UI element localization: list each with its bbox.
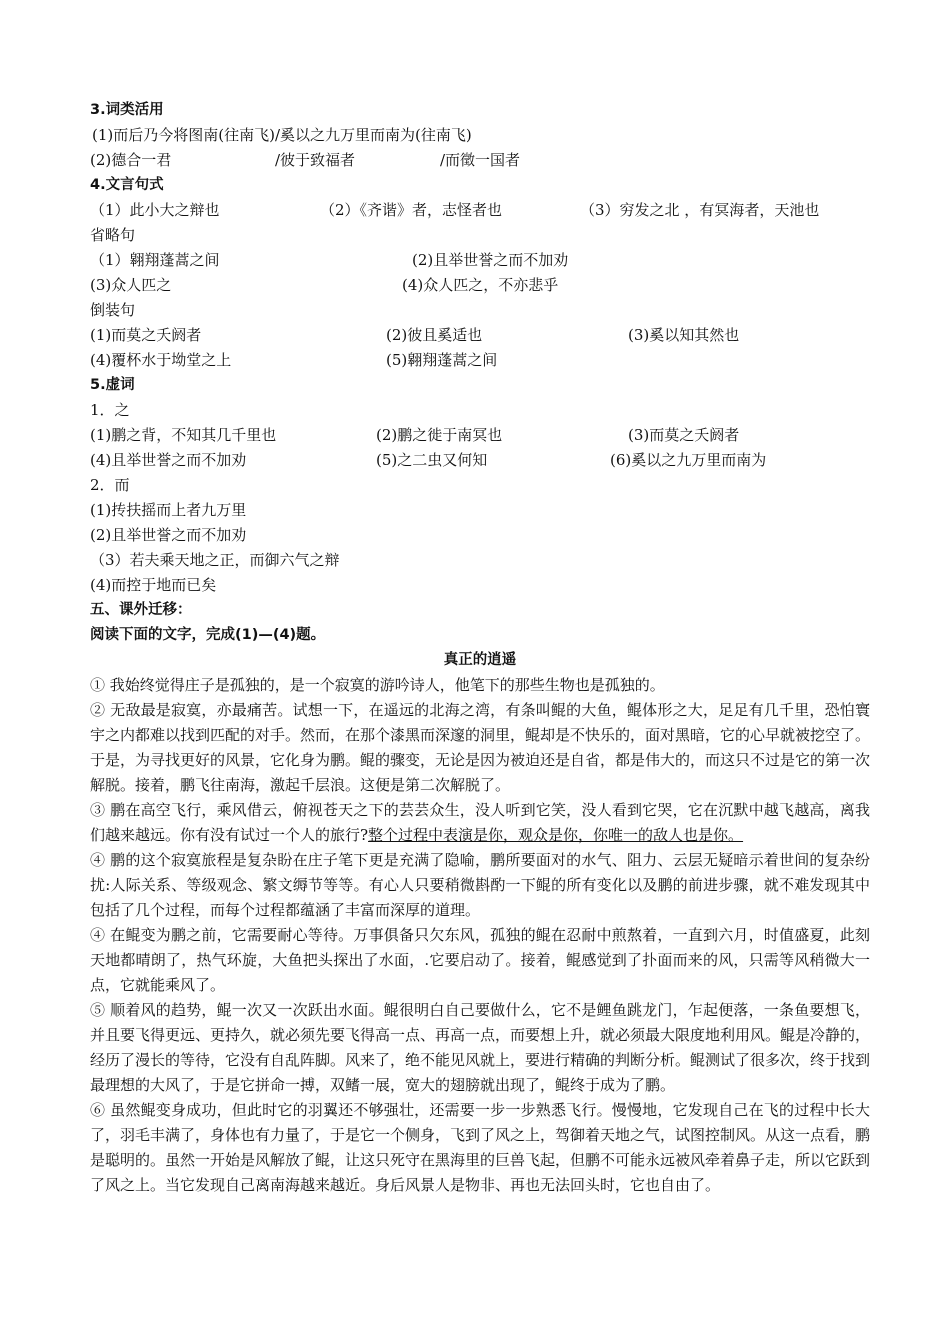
- text-line: [90, 273, 870, 298]
- item: /彼于致福者: [275, 151, 356, 169]
- item: (3)奚以知其然也: [628, 326, 740, 344]
- text-line: (1)而后乃今将图南(往南飞)/奚以之九万里而南为(往南飞): [92, 126, 472, 144]
- reading-instruction: 阅读下面的文字，完成(1)—(4)题。: [90, 627, 326, 643]
- subheading-inversion: 倒装句: [90, 301, 136, 319]
- text-line: [90, 198, 870, 223]
- section-heading-word-class: 3.词类活用: [90, 102, 164, 118]
- item: (1)鹏之背，不知其几千里也: [90, 426, 277, 444]
- text-line: [90, 448, 870, 473]
- document-page: [90, 98, 870, 1198]
- item: (6)奚以之九万里而南为: [610, 451, 767, 469]
- item: (2)且举世誉之而不加劝: [412, 251, 569, 269]
- item: (2)彼且奚适也: [386, 326, 483, 344]
- subheading-zhi: 1．之: [90, 401, 130, 419]
- subheading-ellipsis: 省略句: [90, 226, 136, 244]
- passage-title: 真正的逍遥: [443, 652, 517, 668]
- text-line: (1)抟扶摇而上者九万里: [90, 501, 247, 519]
- passage-paragraph: [90, 798, 870, 848]
- text-line: [90, 323, 870, 348]
- text-line: (2)且举世誉之而不加劝: [90, 526, 247, 544]
- item: (2)鹏之徙于南冥也: [376, 426, 503, 444]
- text-line: [90, 248, 870, 273]
- item: (1)而莫之夭阏者: [90, 326, 202, 344]
- passage-paragraph: ④ 在鲲变为鹏之前，它需要耐心等待。万事俱备只欠东风，孤独的鲲在忍耐中煎熬着，一直到六月，时值盛夏，此刻天地都晴朗了，热气环旋，大鱼把头探出了水面，.它要启动了。接着，鲲感觉到了扑面而来的风，只需等风稍微大一点，它就能乘风了。: [90, 926, 870, 994]
- section-heading-sentence-patterns: 4.文言句式: [90, 177, 164, 193]
- item: (5)翱翔蓬蒿之间: [386, 351, 498, 369]
- item: (4)众人匹之，不亦悲乎: [402, 276, 559, 294]
- item: (3)而莫之夭阏者: [628, 426, 740, 444]
- passage-paragraph: ⑥ 虽然鲲变身成功，但此时它的羽翼还不够强壮，还需要一步一步熟悉飞行。慢慢地，它发现自己在飞的过程中长大了，羽毛丰满了，身体也有力量了，于是它一个侧身，飞到了风之上，驾御着天地之气，试图控制风。从这一点看，鹏是聪明的。虽然一开始是风解放了鲲，让这只死守在黑海里的巨兽飞起，但鹏不可能永远被风牵着鼻子走，所以它跃到了风之上。当它发现自己离南海越来越近。身后风景人是物非、再也无法回头时，它也自由了。: [90, 1101, 871, 1194]
- section-heading-function-words: 5.虚词: [90, 377, 135, 393]
- item: /而徵一国者: [440, 151, 521, 169]
- text-line: (4)而控于地而已矣: [90, 576, 217, 594]
- item: (4)覆杯水于坳堂之上: [90, 351, 232, 369]
- item: （2）《齐谐》者，志怪者也: [320, 201, 503, 219]
- item: (5)之二虫又何知: [376, 451, 488, 469]
- section-heading-extension: 五、课外迁移：: [90, 602, 192, 618]
- item: （1）此小大之辩也: [90, 201, 220, 219]
- passage-paragraph: ② 无敌最是寂寞，亦最痛苦。试想一下，在遥远的北海之湾，有条叫鲲的大鱼，鲲体形之大，足足有几千里，恐怕寰宇之内都难以找到匹配的对手。然而，在那个漆黑而深邃的洞里，鲲却是不快乐的，面对黑暗，它的心早就被挖空了。于是，为寻找更好的风景，它化身为鹏。鲲的骤变，无论是因为被迫还是自省，都是伟大的，而这只不过是它的第一次解脱。接着，鹏飞往南海，激起千层浪。这便是第二次解脱了。: [90, 701, 871, 794]
- text-line: [90, 423, 870, 448]
- paragraph-text: ③ 鹏在高空飞行，乘风借云，俯视苍天之下的芸芸众生，没人听到它笑，没人看到它哭，它在沉默中越飞越高，离我们越来越远。你有没有试过一个人的旅行?: [90, 801, 870, 844]
- subheading-er: 2．而: [90, 476, 130, 494]
- passage-paragraph: ⑤ 顺着风的趋势，鲲一次又一次跃出水面。鲲很明白自己要做什么，它不是鲤鱼跳龙门，乍起便落，一条鱼要想飞，并且要飞得更远、更持久，就必须先要飞得高一点、再高一点，而要想上升，就必须最大限度地利用风。鲲是冷静的，经历了漫长的等待，它没有自乱阵脚。风来了，绝不能见风就上，要进行精确的判断分析。鲲测试了很多次，终于找到最理想的大风了，于是它拼命一搏，双鳍一展，宽大的翅膀就出现了，鲲终于成为了鹏。: [90, 1001, 871, 1094]
- underlined-sentence: 整个过程中表演是你，观众是你，你唯一的敌人也是你。: [368, 826, 744, 844]
- item: （3）穷发之北 ，有冥海者，天池也: [580, 201, 820, 219]
- item: (2)德合一君: [90, 151, 172, 169]
- text-line: [90, 348, 870, 373]
- item: (3)众人匹之: [90, 276, 172, 294]
- text-line: （3）若夫乘天地之正，而御六气之辩: [90, 551, 340, 569]
- passage-paragraph: ④ 鹏的这个寂寞旅程是复杂盼在庄子笔下更是充满了隐喻，鹏所要面对的水气、阻力、云层无疑暗示着世间的复杂纷扰:人际关系、等级观念、繁文缛节等等。有心人只要稍微斟酌一下鲲的所有变化以及鹏的前进步骤，就不难发现其中包括了几个过程，而每个过程都蕴涵了丰富而深厚的道理。: [90, 851, 870, 919]
- item: (4)且举世誉之而不加劝: [90, 451, 247, 469]
- passage-paragraph: ① 我始终觉得庄子是孤独的，是一个寂寞的游吟诗人，他笔下的那些生物也是孤独的。: [90, 676, 665, 694]
- text-line: [90, 148, 870, 173]
- item: （1）翱翔蓬蒿之间: [90, 251, 220, 269]
